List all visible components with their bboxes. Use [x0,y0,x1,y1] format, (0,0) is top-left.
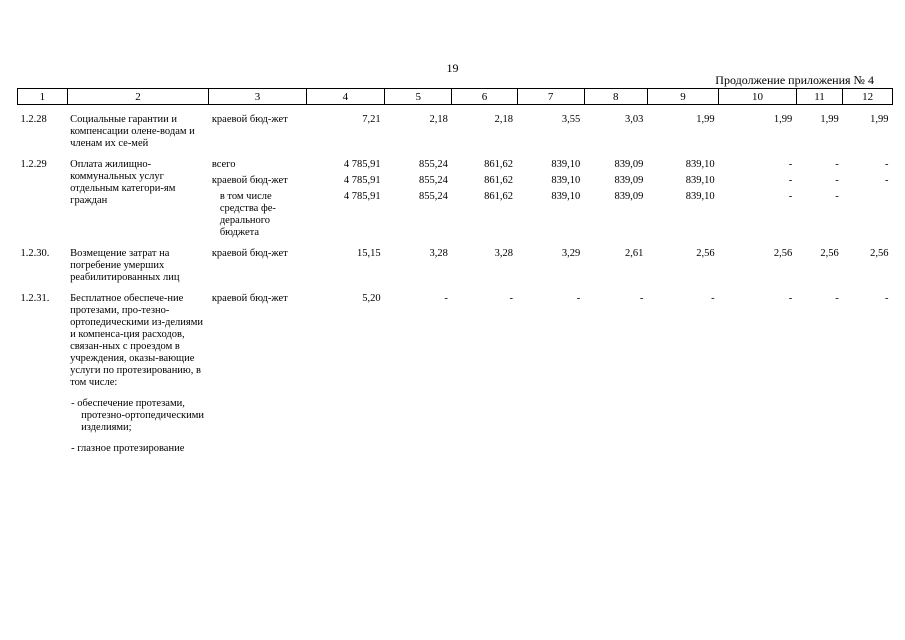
table-row [18,239,893,284]
row-value: 3,29 [561,248,581,259]
row-value: - [788,175,793,186]
column-header: 3 [209,89,306,105]
row-value: 3,55 [561,114,581,125]
table-row [18,434,893,455]
row-value: 839,10 [685,159,715,170]
row-value: 855,24 [418,175,448,186]
header-row [18,89,893,105]
row-value: - [835,293,839,304]
row-value: 839,09 [614,175,644,186]
row-value: 855,24 [418,191,448,202]
row-value: 7,21 [362,114,381,125]
row-value: 5,20 [362,293,381,304]
row-value: 2,61 [624,248,644,259]
row-value: 839,09 [614,159,644,170]
row-value: 1,99 [820,114,839,125]
row-value: 2,56 [696,248,715,259]
row-value: 839,09 [614,191,644,202]
table-row [18,284,893,389]
row-value: 3,28 [429,248,448,259]
row-source: краевой бюд-жет [211,114,288,125]
row-source: в том числе средства фе-дерального бюджета [219,191,276,238]
row-value: 15,15 [357,248,381,259]
column-header: 6 [452,89,517,105]
row-value: 2,56 [820,248,839,259]
row-value: 861,62 [484,159,514,170]
column-header: 11 [796,89,843,105]
row-value: 4 785,91 [343,191,381,202]
row-value: - [788,191,793,202]
column-header: 7 [517,89,584,105]
continuation-note: Продолжение приложения № 4 [715,73,874,87]
row-value: - [835,159,839,170]
table-row [18,105,893,151]
row-value: - [835,175,839,186]
row-value: 2,56 [773,248,793,259]
row-source: краевой бюд-жет [211,175,288,186]
row-source: краевой бюд-жет [211,293,288,304]
row-value: 1,99 [870,114,889,125]
row-value: 839,10 [551,159,581,170]
row-value: 839,10 [551,191,581,202]
column-header: 2 [67,89,209,105]
row-value: - [444,293,448,304]
sub-item-text: - глазное протезирование [71,443,185,454]
table-row [18,150,893,171]
row-value: 2,18 [429,114,448,125]
column-header: 5 [385,89,452,105]
row-value: 4 785,91 [343,159,381,170]
row-value: 2,18 [494,114,514,125]
row-name: Возмещение затрат на погребение умерших реабилитированных лиц [70,248,180,283]
row-code: 1.2.31. [20,293,50,304]
row-value: 3,28 [494,248,514,259]
row-value: 839,10 [551,175,581,186]
sub-item [67,434,209,455]
column-header: 4 [306,89,385,105]
row-value: - [885,159,889,170]
row-value: - [788,159,793,170]
column-header: 12 [843,89,893,105]
column-header: 8 [584,89,647,105]
row-code: 1.2.29 [20,159,47,170]
sub-item-text: - обеспечение протезами, протезно-ортопедическими изделиями; [71,398,205,433]
row-value: - [835,191,839,202]
table-row [18,389,893,434]
row-value: 1,99 [696,114,715,125]
column-header: 1 [18,89,68,105]
page-number: 19 [446,61,459,75]
row-value: - [885,175,889,186]
row-value: - [885,293,889,304]
row-value: 4 785,91 [343,175,381,186]
row-code: 1.2.28 [20,114,47,125]
row-name: Оплата жилищно-коммунальных услуг отдельным категори-ям граждан [70,159,176,206]
row-source: всего [211,159,236,170]
row-value: 1,99 [773,114,793,125]
row-code: 1.2.30. [20,248,50,259]
budget-table [17,88,893,455]
row-name: Социальные гарантии и компенсации олене-водам и членам их се-мей [70,114,195,149]
row-value: 839,10 [685,175,715,186]
row-value: - [711,293,715,304]
column-header: 9 [647,89,718,105]
column-header: 10 [719,89,797,105]
sub-item [67,389,209,434]
row-name: Бесплатное обеспече-ние протезами, про-тезно-ортопедическими из-делиями и компенса-ция расходов, связан-ных с проездом в учреждения, оказы-вающие услуги по протезированию, в том числе: [70,293,203,388]
row-value: 3,03 [624,114,644,125]
row-value [843,187,893,239]
row-value: 2,56 [870,248,889,259]
row-value: - [639,293,644,304]
row-value: 855,24 [418,159,448,170]
row-value: - [509,293,514,304]
row-value: - [576,293,581,304]
row-value: 839,10 [685,191,715,202]
row-value: 861,62 [484,191,514,202]
row-source: краевой бюд-жет [211,248,288,259]
row-value: 861,62 [484,175,514,186]
row-value: - [788,293,793,304]
